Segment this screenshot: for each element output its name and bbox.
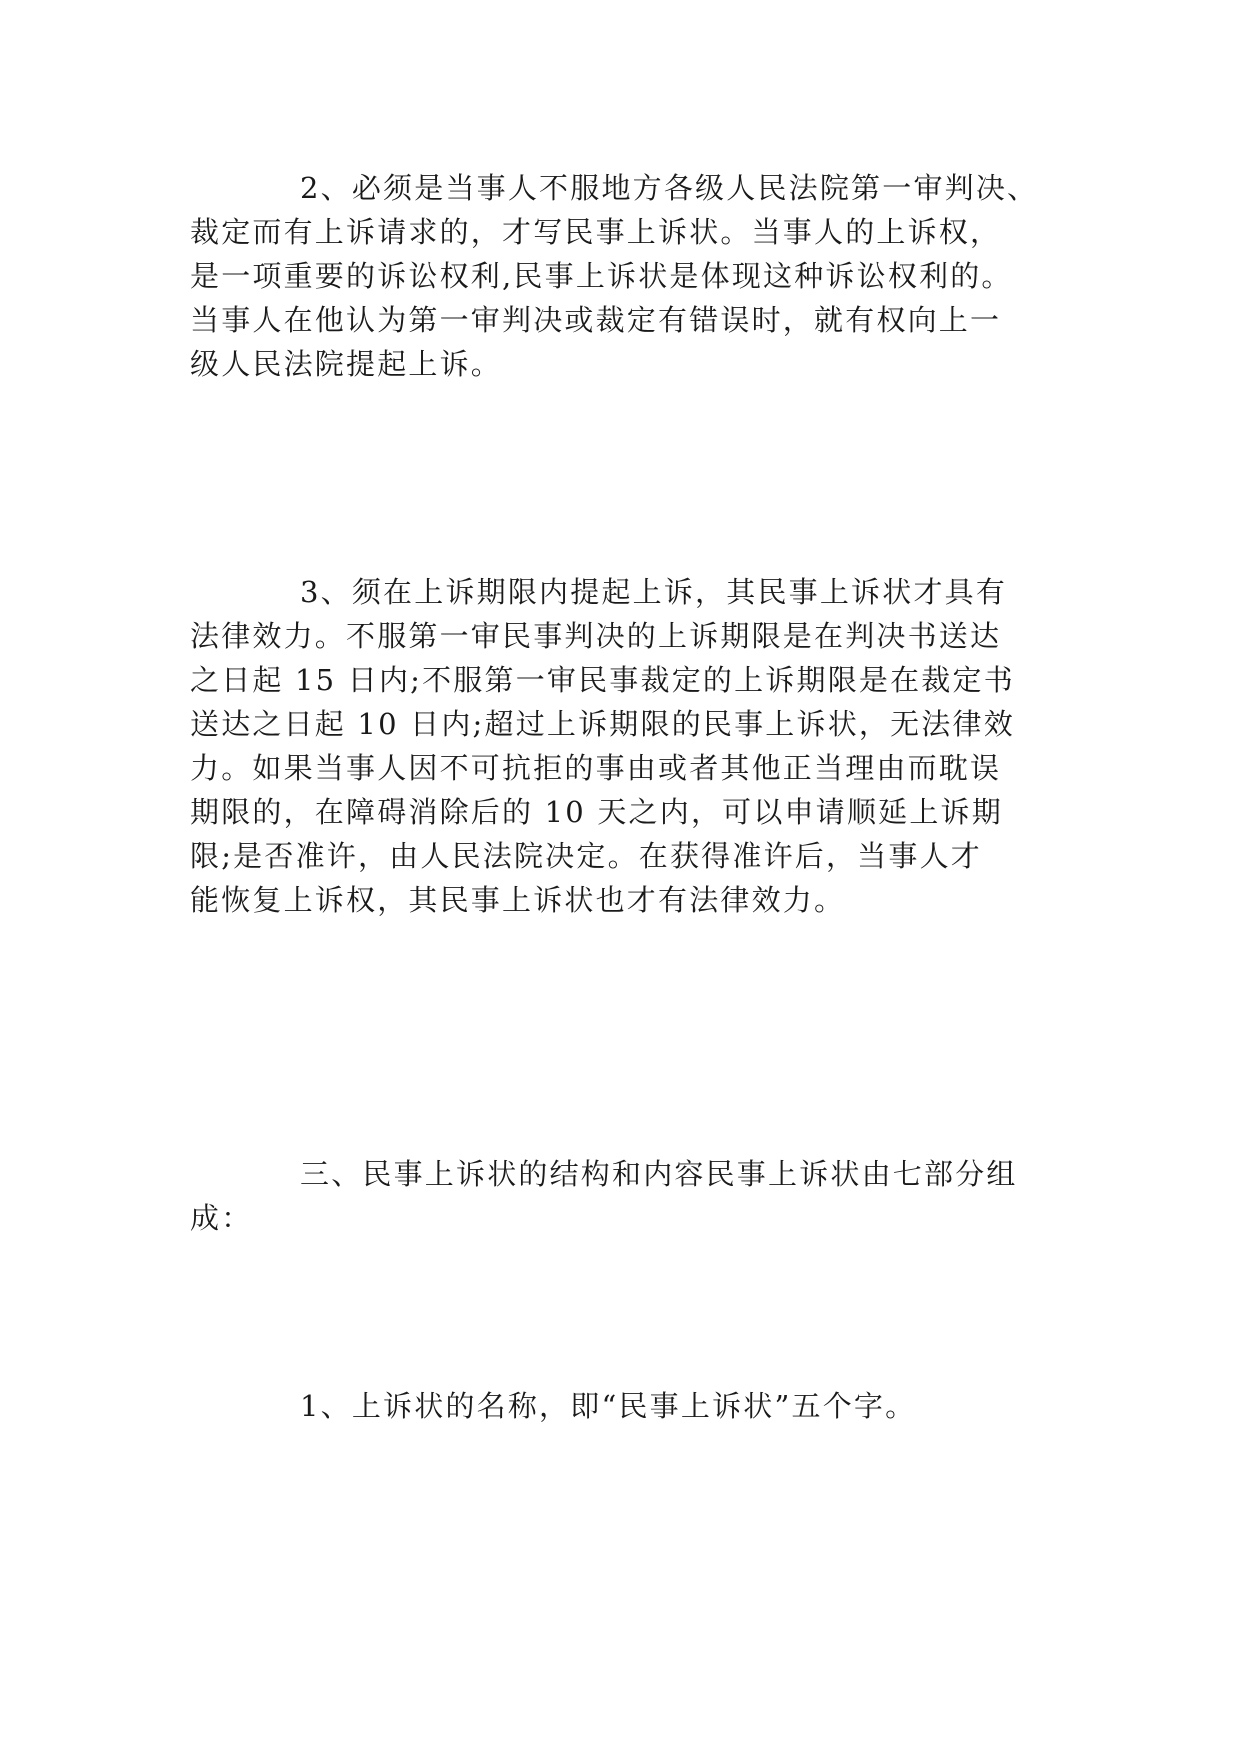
paragraph-structure-item-1: [190, 1384, 1070, 1428]
text-line: 3、须在上诉期限内提起上诉，其民事上诉状才具有: [300, 575, 1008, 609]
text-line: 三、民事上诉状的结构和内容民事上诉状由七部分组: [300, 1157, 1018, 1191]
paragraph-appeal-requirement-3: [190, 570, 1070, 922]
text-line: 力。如果当事人因不可抗拒的事由或者其他正当理由而耽误: [190, 751, 1002, 785]
paragraph-appeal-requirement-2: [190, 166, 1070, 386]
text-line: 级人民法院提起上诉。: [190, 347, 503, 381]
text-line: 成：: [190, 1201, 253, 1235]
text-line: 2、必须是当事人不服地方各级人民法院第一审判决、: [300, 171, 1039, 205]
text-line: 限;是否准许，由人民法院决定。在获得准许后，当事人才: [190, 839, 982, 873]
text-line: 当事人在他认为第一审判决或裁定有错误时，就有权向上一: [190, 303, 1002, 337]
text-line: 之日起 15 日内;不服第一审民事裁定的上诉期限是在裁定书: [190, 663, 1015, 697]
text-line: 裁定而有上诉请求的，才写民事上诉状。当事人的上诉权，: [190, 215, 1002, 249]
text-line: 期限的，在障碍消除后的 10 天之内，可以申请顺延上诉期: [190, 795, 1003, 829]
text-line: 法律效力。不服第一审民事判决的上诉期限是在判决书送达: [190, 619, 1002, 653]
section-heading-structure: [190, 1152, 1070, 1240]
text-line: 是一项重要的诉讼权利,民事上诉状是体现这种诉讼权利的。: [190, 259, 1013, 293]
text-line: 1、上诉状的名称，即“民事上诉状”五个字。: [300, 1389, 917, 1423]
text-line: 送达之日起 10 日内;超过上诉期限的民事上诉状，无法律效: [190, 707, 1015, 741]
text-line: 能恢复上诉权，其民事上诉状也才有法律效力。: [190, 883, 846, 917]
